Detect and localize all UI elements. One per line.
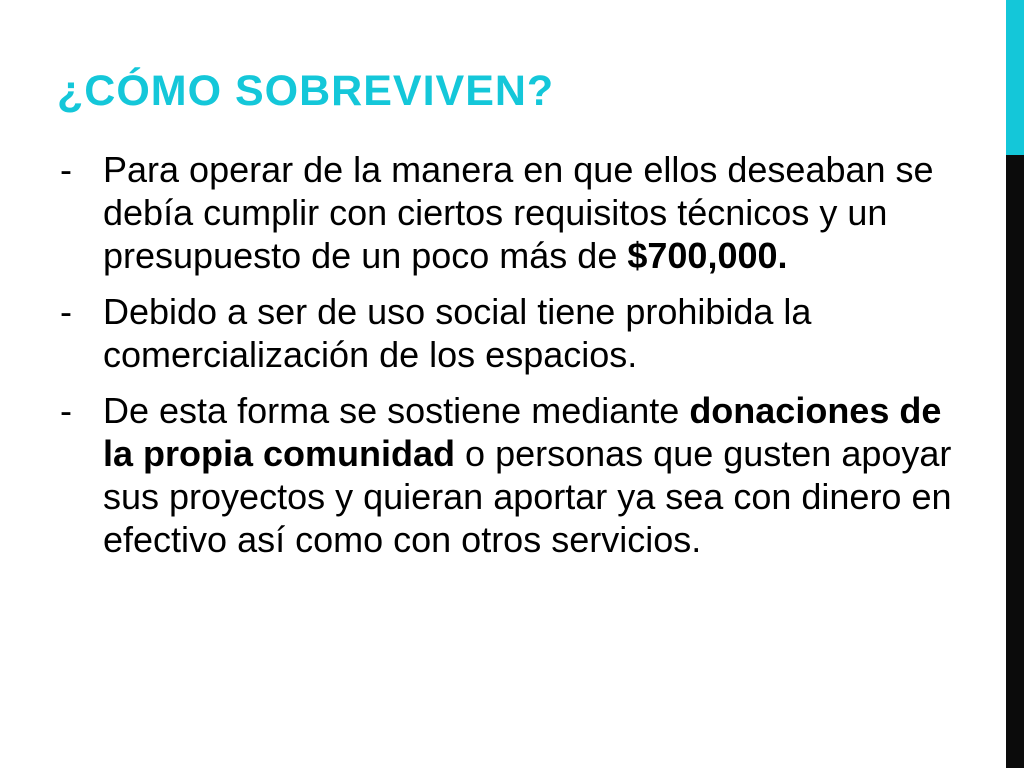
bullet-item-prohibition [60,290,960,376]
bullet-text-bold: $700,000. [627,235,788,276]
bullet-marker: - [60,149,72,190]
bullet-text-part: Debido a ser de uso social tiene prohibida la comercialización de los espacios. [103,291,812,375]
slide-title: ¿CÓMO SOBREVIVEN? [57,67,555,115]
bullet-list [60,148,960,574]
bullet-text [103,148,960,277]
accent-bar-dark [1006,155,1024,768]
bullet-marker: - [60,291,72,332]
bullet-text-part: Para operar de la manera en que ellos deseaban se debía cumplir con ciertos requisitos técnicos y un presupuesto de un poco más de [103,149,934,276]
bullet-item-donations [60,389,960,561]
bullet-text [103,290,960,376]
accent-bar-cyan [1006,0,1024,155]
bullet-marker: - [60,390,72,431]
bullet-text-bold: donaciones de la propia comunidad [103,390,942,474]
bullet-item-budget [60,148,960,277]
bullet-text-part: De esta forma se sostiene mediante [103,390,690,431]
bullet-text [103,389,960,561]
bullet-text-part: o personas que gusten apoyar sus proyectos y quieran aportar ya sea con dinero en efectivo así como con otros servicios. [103,433,952,560]
